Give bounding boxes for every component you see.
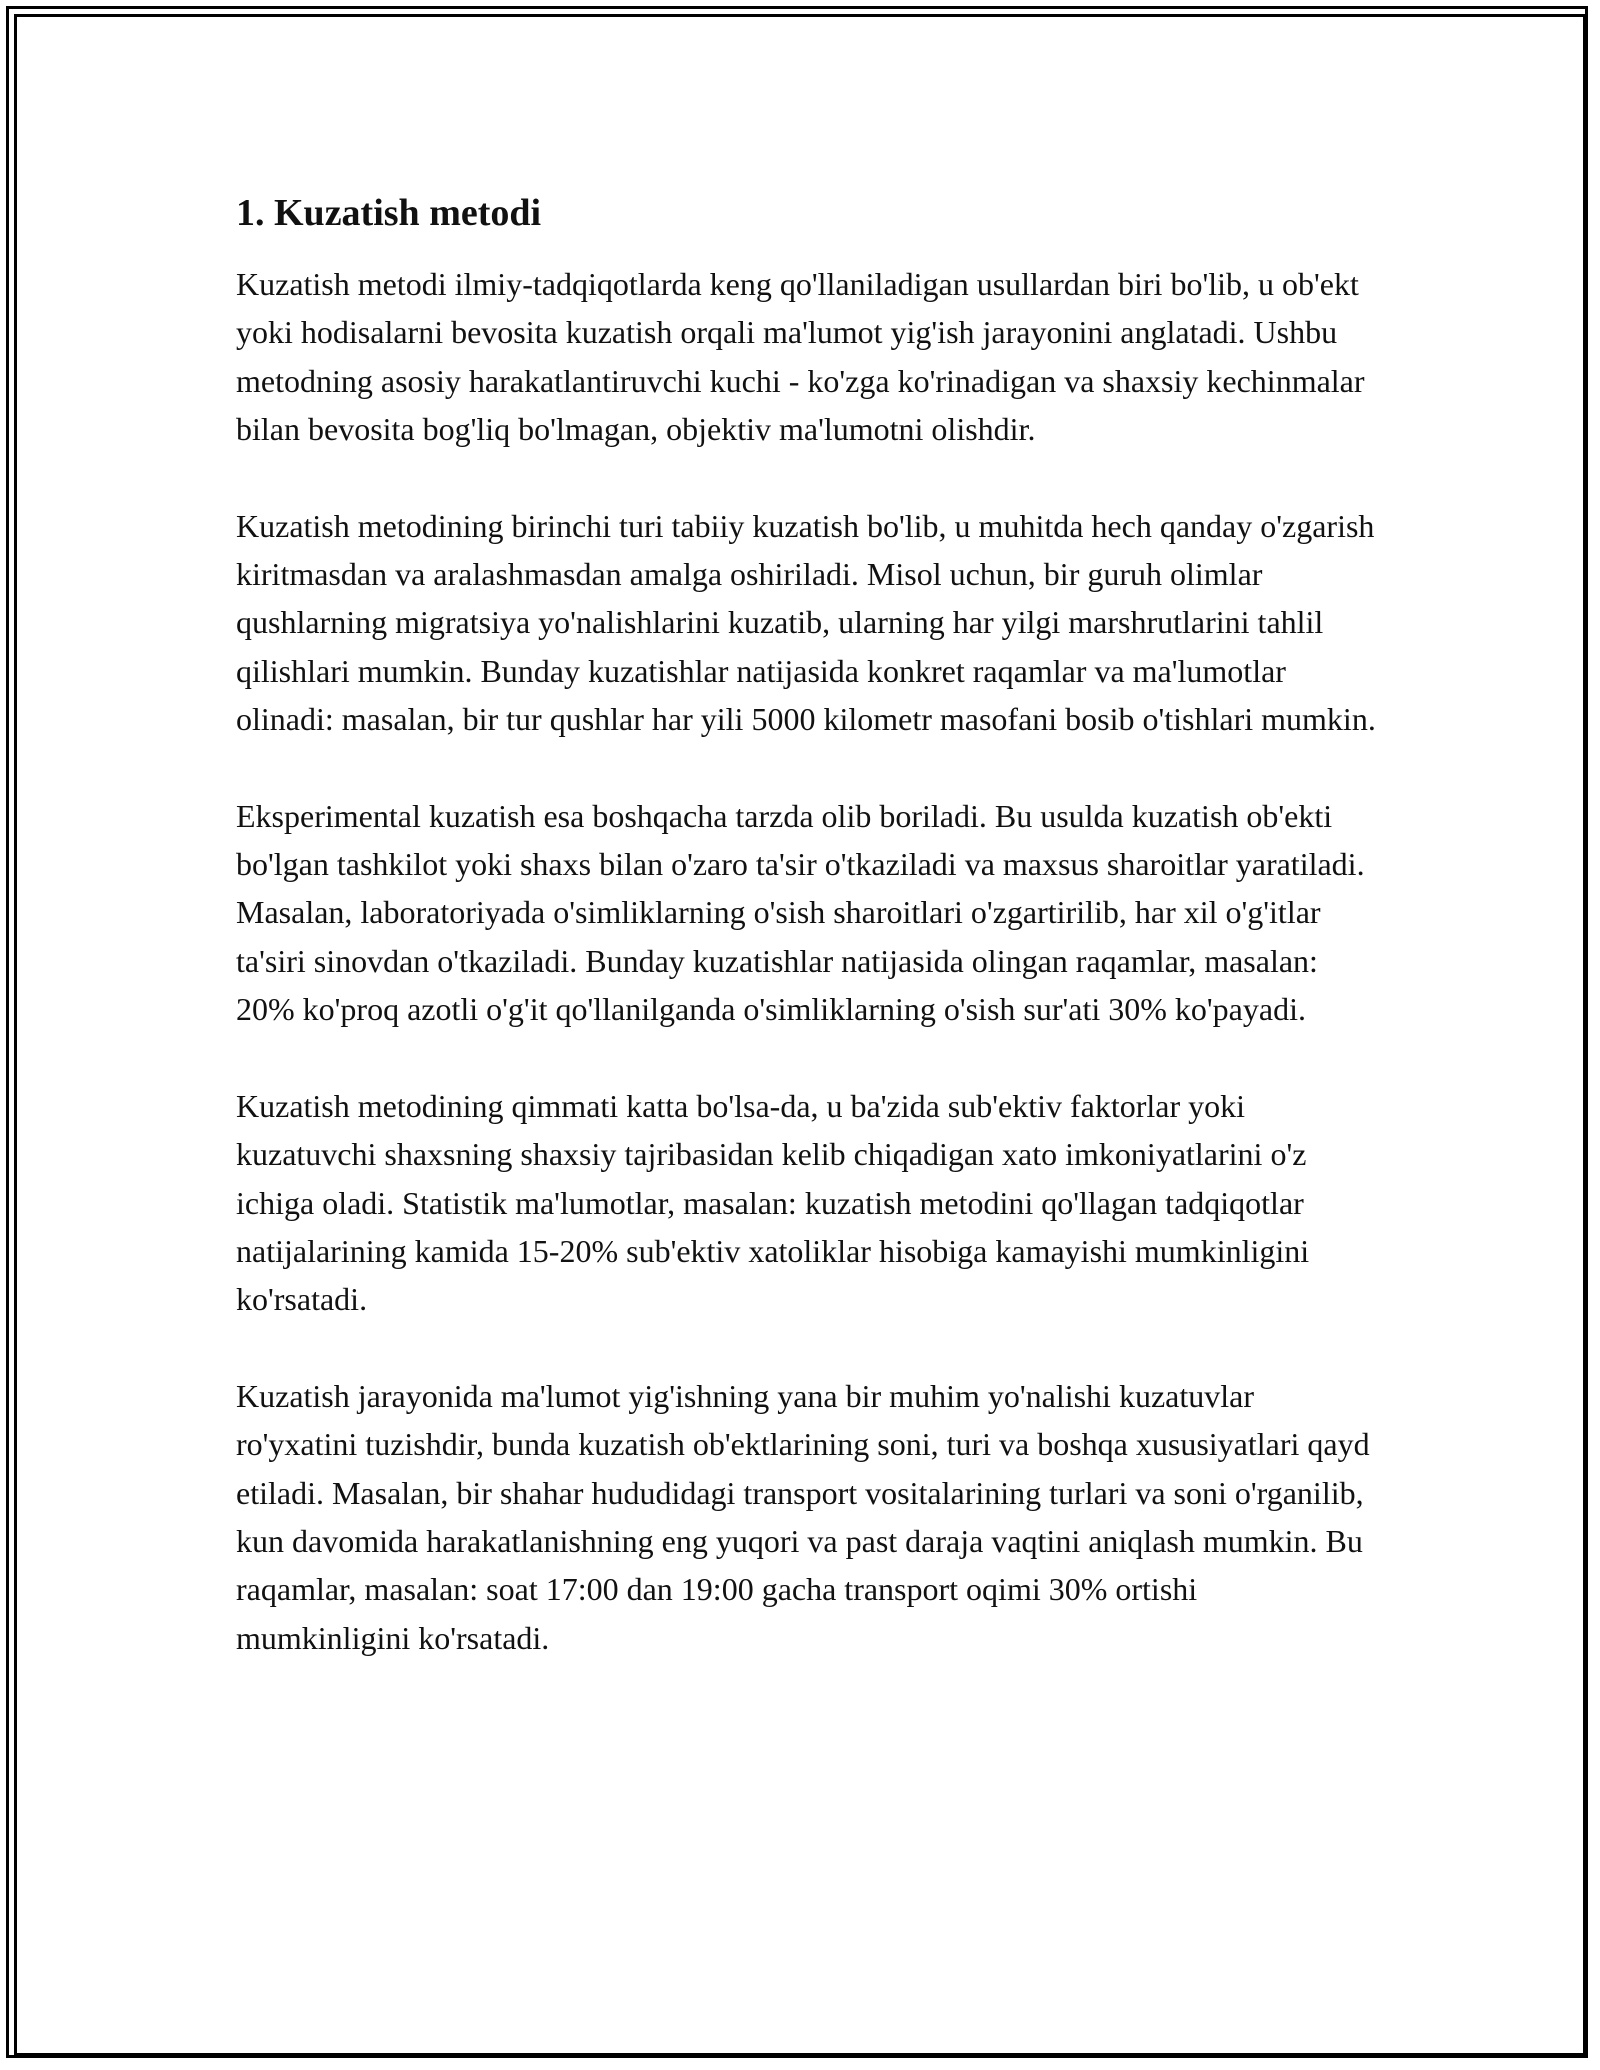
paragraph-4: Kuzatish metodining qimmati katta bo'lsa-da, u ba'zida sub'ektiv faktorlar yoki kuzatuvchi shaxsning shaxsiy tajribasidan kelib chiqadigan xato imkoniyatlarini o'z ichiga oladi. Statistik ma'lumotlar, masalan: kuzatish metodini qo'llagan tadqiqotlar natijalarining kamida 15-20% sub'ektiv xatoliklar hisobiga kamayishi mumkinligini ko'rsatadi. [236, 1087, 1310, 1318]
document-body [236, 186, 1376, 1710]
paragraph-5: Kuzatish jarayonida ma'lumot yig'ishning yana bir muhim yo'nalishi kuzatuvlar ro'yxatini tuzishdir, bunda kuzatish ob'ektlarining soni, turi va boshqa xususiyatlari qayd etiladi. Masalan, bir shahar hududidagi transport vositalarining turlari va soni o'rganilib, kun davomida harakatlanishning eng yuqori va past daraja vaqtini aniqlash mumkin. Bu raqamlar, masalan: soat 17:00 dan 19:00 gacha transport oqimi 30% ortishi mumkinligini ko'rsatadi. [236, 1377, 1370, 1656]
paragraph-1: Kuzatish metodi ilmiy-tadqiqotlarda keng qo'llaniladigan usullardan biri bo'lib, u ob'ekt yoki hodisalarni bevosita kuzatish orqali ma'lumot yig'ish jarayonini anglatadi. Ushbu metodning asosiy harakatlantiruvchi kuchi - ko'zga ko'rinadigan va shaxsiy kechinmalar bilan bevosita bog'liq bo'lmagan, objektiv ma'lumotni olishdir. [236, 266, 1365, 448]
section-heading: 1. Kuzatish metodi [236, 192, 542, 234]
paragraph-2: Kuzatish metodining birinchi turi tabiiy kuzatish bo'lib, u muhitda hech qanday o'zgarish kiritmasdan va aralashmasdan amalga oshiriladi. Misol uchun, bir guruh olimlar qushlarning migratsiya yo'nalishlarini kuzatib, ularning har yilgi marshrutlarini tahlil qilishlari mumkin. Bunday kuzatishlar natijasida konkret raqamlar va ma'lumotlar olinadi: masalan, bir tur qushlar har yili 5000 kilometr masofani bosib o'tishlari mumkin. [236, 507, 1376, 738]
paragraph-3: Eksperimental kuzatish esa boshqacha tarzda olib boriladi. Bu usulda kuzatish ob'ekti bo'lgan tashkilot yoki shaxs bilan o'zaro ta'sir o'tkaziladi va maxsus sharoitlar yaratiladi. Masalan, laboratoriyada o'simliklarning o'sish sharoitlari o'zgartirilib, har xil o'g'itlar ta'siri sinovdan o'tkaziladi. Bunday kuzatishlar natijasida olingan raqamlar, masalan: 20% ko'proq azotli o'g'it qo'llanilganda o'simliklarning o'sish sur'ati 30% ko'payadi. [236, 797, 1365, 1028]
